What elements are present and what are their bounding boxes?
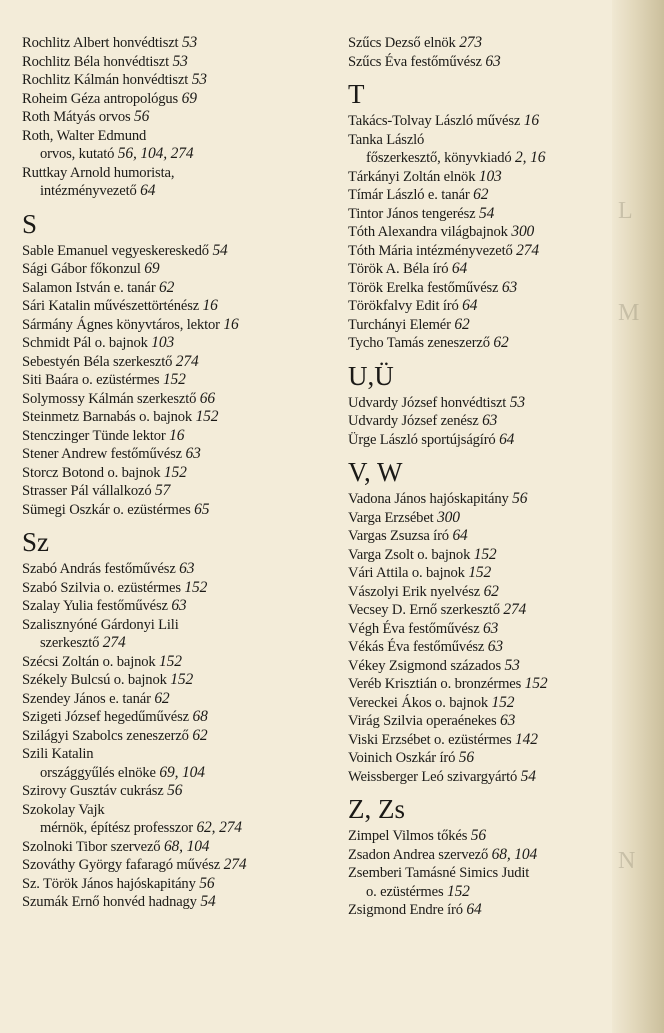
index-entry: [348, 260, 610, 279]
entry-continuation-text: orvos, kutató: [40, 146, 115, 162]
index-entry: [22, 445, 340, 464]
entry-name: Szumák Ernő honvéd hadnagy: [22, 894, 197, 910]
entry-name: Takács-Tolvay László művész: [348, 113, 521, 129]
index-entry: [348, 564, 610, 583]
index-entry: [348, 490, 610, 509]
index-entry: [22, 90, 340, 109]
entry-name: Roth Mátyás orvos: [22, 109, 131, 125]
page-reference: 63: [482, 412, 498, 429]
entry-name: Szalisznyóné Gárdonyi Lili: [22, 616, 179, 633]
entry-name: Tóth Alexandra világbajnok: [348, 224, 508, 240]
index-column-left: [22, 34, 340, 912]
index-entry: [22, 464, 340, 483]
entry-name: Sümegi Oszkár o. ezüstérmes: [22, 501, 191, 518]
index-entry: [348, 768, 610, 787]
page-reference: 274: [175, 352, 199, 370]
entry-name: Vereckei Ákos o. bajnok: [348, 694, 489, 711]
index-entry: [348, 131, 610, 168]
section-letter-heading: V, W: [348, 457, 403, 487]
entry-name: Szalay Yulia festőművész: [22, 598, 168, 614]
index-entry: [348, 694, 610, 713]
bleed-letter: M: [618, 300, 640, 326]
entry-name: Vecsey D. Ernő szerkesztő: [348, 602, 500, 618]
entry-name: Salamon István e. tanár: [22, 279, 156, 296]
section-letter-heading: S: [22, 208, 38, 239]
page-reference: 62: [454, 315, 470, 333]
page-reference: 16: [169, 426, 185, 444]
entry-name: Törökfalvy Edit író: [348, 298, 459, 314]
entry-name: Tycho Tamás zeneszerző: [348, 335, 490, 351]
page-reference: 63: [501, 278, 518, 296]
entry-name: Sági Gábor főkonzul: [22, 261, 141, 277]
entry-name: Veréb Krisztián o. bronzérmes: [348, 676, 522, 692]
page-reference: 64: [462, 297, 478, 314]
page-reference: 62: [483, 582, 499, 600]
entry-name: Szendey János e. tanár: [22, 690, 151, 707]
index-entry: [348, 431, 610, 450]
entry-continuation-text: intézményvezető: [40, 183, 137, 199]
index-entry: [22, 745, 340, 782]
entry-name: Tanka László: [348, 131, 425, 148]
entry-name: Roheim Géza antropológus: [22, 90, 179, 107]
index-entry: [348, 316, 610, 335]
bleed-letter: N: [618, 848, 636, 874]
page-reference: 152: [195, 408, 219, 425]
entry-name: Szilágyi Szabolcs zeneszerző: [22, 727, 189, 744]
page-reference: 53: [504, 656, 520, 674]
entry-name: Voinich Oszkár író: [348, 750, 456, 766]
index-entry: [22, 560, 340, 579]
entry-name: Ruttkay Arnold humorista,: [22, 164, 175, 181]
entry-name: Szabó Szilvia o. ezüstérmes: [22, 579, 181, 596]
entry-name: Sz. Török János hajóskapitány: [22, 875, 196, 892]
page-reference: 64: [452, 527, 468, 544]
page-reference: 64: [140, 182, 156, 199]
page-reference: 54: [212, 241, 228, 259]
index-entry: [22, 71, 340, 90]
index-entry: [348, 827, 610, 846]
index-entry: [22, 108, 340, 127]
index-entry: [22, 279, 340, 298]
page-reference: 66: [199, 389, 215, 407]
page-reference: 16: [202, 297, 218, 314]
index-entry: [348, 638, 610, 657]
page-reference: 62: [473, 186, 489, 203]
entry-name: Stenczinger Tünde lektor: [22, 427, 166, 444]
entry-name: Virág Szilvia operaénekes: [348, 713, 497, 729]
page-reference: 56: [512, 490, 528, 507]
index-entry: [22, 690, 340, 709]
page-reference: 54: [200, 893, 216, 910]
entry-name: Vargas Zsuzsa író: [348, 528, 449, 544]
entry-continuation: [22, 819, 340, 838]
entry-name: Szabó András festőművész: [22, 561, 176, 577]
page-reference: 152: [446, 882, 470, 900]
entry-name: Rochlitz Albert honvédtiszt: [22, 35, 179, 51]
entry-name: Tímár László e. tanár: [348, 187, 470, 203]
entry-name: Szigeti József hegedűművész: [22, 709, 189, 725]
page-reference: 63: [487, 638, 503, 655]
page-reference: 64: [499, 430, 515, 448]
index-entry: [22, 390, 340, 409]
entry-continuation-text: főszerkesztő, könyvkiadó: [366, 150, 512, 166]
index-entry: [348, 657, 610, 676]
page-reference: 56: [134, 108, 150, 125]
index-entry: [348, 583, 610, 602]
entry-continuation: [22, 764, 340, 783]
index-entry: [348, 846, 610, 865]
index-entry: [348, 168, 610, 187]
bleed-letter: L: [618, 198, 633, 224]
index-entry: [22, 408, 340, 427]
entry-name: Török Erelka festőművész: [348, 279, 499, 296]
page-reference: 63: [171, 597, 187, 614]
page-reference: 300: [437, 508, 460, 526]
index-entry: [348, 675, 610, 694]
page-reference: 103: [478, 167, 502, 185]
page-reference: 142: [515, 730, 538, 748]
index-entry: [22, 893, 340, 912]
index-entry: [348, 749, 610, 768]
index-entry: [22, 427, 340, 446]
page-reference: 63: [483, 619, 499, 637]
entry-name: Tóth Mária intézményvezető: [348, 242, 513, 259]
index-entry: [22, 856, 340, 875]
page-reference: 56: [458, 749, 474, 766]
entry-name: Tintor János tengerész: [348, 205, 476, 222]
index-entry: [348, 112, 610, 131]
index-entry: [22, 482, 340, 501]
entry-continuation-text: mérnök, építész professzor: [40, 820, 193, 836]
index-entry: [348, 620, 610, 639]
index-entry: [348, 394, 610, 413]
page-reference: 274: [503, 601, 527, 618]
facing-page-edge: [612, 0, 664, 1033]
section-letter-heading: T: [348, 79, 365, 109]
entry-name: Szolnoki Tibor szervező: [22, 838, 161, 855]
entry-name: Storcz Botond o. bajnok: [22, 464, 161, 481]
entry-name: Ürge László sportújságíró: [348, 431, 496, 448]
page-reference: 62: [192, 726, 208, 744]
entry-name: Zsemberi Tamásné Simics Judit: [348, 865, 530, 881]
entry-name: Szűcs Éva festőművész: [348, 53, 482, 70]
entry-name: Sári Katalin művészettörténész: [22, 298, 200, 314]
index-entry: [22, 653, 340, 672]
entry-name: Siti Baára o. ezüstérmes: [22, 372, 160, 388]
page-reference: 64: [451, 260, 468, 277]
page-reference: 68: [192, 708, 208, 725]
entry-name: Tárkányi Zoltán elnök: [348, 168, 476, 185]
page-reference: 57: [154, 482, 171, 499]
entry-name: Sármány Ágnes könyvtáros, lektor: [22, 316, 220, 333]
entry-continuation: [348, 149, 610, 168]
index-entry: [22, 727, 340, 746]
section-letter-heading: Z, Zs: [348, 794, 405, 824]
entry-name: Sebestyén Béla szerkesztő: [22, 353, 173, 370]
page-reference: 152: [162, 371, 186, 388]
page-reference: 53: [191, 71, 207, 88]
page-reference: 64: [466, 901, 482, 918]
index-entry: [22, 782, 340, 801]
index-entry: [22, 53, 340, 72]
page-reference: 56: [470, 827, 486, 844]
entry-name: Szűcs Dezső elnök: [348, 35, 456, 51]
index-entry: [22, 579, 340, 598]
page-reference: 63: [500, 712, 516, 729]
page-reference: 69, 104: [159, 763, 205, 781]
section-letter-heading: U,Ü: [348, 360, 394, 391]
index-entry: [22, 260, 340, 279]
page-reference: 62: [493, 334, 509, 351]
entry-name: Szirovy Gusztáv cukrász: [22, 783, 164, 799]
entry-name: Szokolay Vajk: [22, 801, 105, 818]
index-entry: [22, 353, 340, 372]
page-reference: 152: [468, 564, 492, 581]
index-entry: [22, 671, 340, 690]
page-reference: 53: [509, 393, 525, 411]
entry-continuation-text: országgyűlés elnöke: [40, 764, 156, 781]
entry-name: Steinmetz Barnabás o. bajnok: [22, 409, 193, 425]
index-entry: [22, 616, 340, 653]
entry-name: Vékás Éva festőművész: [348, 639, 485, 655]
entry-name: Vári Attila o. bajnok: [348, 565, 465, 581]
page-reference: 69: [181, 89, 197, 107]
index-entry: [348, 546, 610, 565]
entry-name: Varga Zsolt o. bajnok: [348, 546, 471, 563]
entry-name: Rochlitz Béla honvédtiszt: [22, 53, 170, 70]
page-reference: 152: [473, 545, 497, 563]
entry-name: Viski Erzsébet o. ezüstérmes: [348, 731, 512, 748]
page-reference: 274: [516, 241, 539, 259]
entry-name: Stener Andrew festőművész: [22, 446, 182, 462]
page-reference: 62, 274: [196, 819, 242, 836]
page-reference: 16: [523, 112, 539, 129]
index-entry: [348, 901, 610, 920]
page-reference: 273: [459, 34, 482, 51]
page-reference: 2, 16: [515, 149, 546, 166]
page-reference: 62: [154, 689, 170, 707]
page-reference: 103: [151, 334, 175, 351]
entry-name: Turchányi Elemér: [348, 316, 451, 333]
page-reference: 152: [491, 693, 515, 711]
index-entry: [348, 242, 610, 261]
index-entry: [22, 164, 340, 201]
entry-continuation: [22, 634, 340, 653]
entry-name: Udvardy József zenész: [348, 413, 479, 429]
index-column-right: [348, 34, 610, 920]
index-entry: [348, 412, 610, 431]
index-entry: [348, 731, 610, 750]
entry-name: Schmidt Pál o. bajnok: [22, 335, 148, 351]
index-entry: [22, 597, 340, 616]
index-entry: [22, 801, 340, 838]
entry-name: Zsadon Andrea szervező: [348, 846, 489, 863]
index-entry: [348, 34, 610, 53]
index-entry: [22, 838, 340, 857]
page-reference: 16: [223, 315, 239, 333]
page-reference: 63: [185, 445, 201, 462]
entry-name: Szécsi Zoltán o. bajnok: [22, 653, 156, 670]
index-entry: [348, 53, 610, 72]
index-entry: [348, 279, 610, 298]
page-reference: 65: [194, 500, 210, 518]
entry-name: Solymossy Kálmán szerkesztő: [22, 390, 197, 407]
index-entry: [22, 297, 340, 316]
entry-name: Udvardy József honvédtiszt: [348, 394, 507, 411]
index-entry: [22, 708, 340, 727]
page-reference: 63: [485, 52, 501, 70]
page-reference: 56: [199, 874, 215, 892]
index-entry: [348, 527, 610, 546]
index-entry: [22, 34, 340, 53]
index-entry: [348, 712, 610, 731]
index-entry: [348, 601, 610, 620]
page-reference: 62: [159, 278, 175, 296]
entry-name: Weissberger Leó szivargyártó: [348, 768, 518, 785]
page-reference: 152: [159, 652, 182, 670]
entry-name: Zimpel Vilmos tőkés: [348, 828, 468, 844]
entry-name: Vadona János hajóskapitány: [348, 491, 509, 507]
entry-name: Vászolyi Erik nyelvész: [348, 583, 481, 600]
index-entry: [22, 501, 340, 520]
entry-continuation-text: o. ezüstérmes: [366, 883, 444, 900]
page-reference: 274: [102, 634, 126, 651]
entry-name: Végh Éva festőművész: [348, 620, 480, 637]
index-entry: [348, 205, 610, 224]
page-reference: 152: [170, 671, 194, 688]
page-reference: 63: [179, 560, 195, 577]
page-reference: 54: [520, 767, 536, 785]
page-reference: 68, 104: [491, 845, 538, 863]
page-reference: 69: [144, 260, 160, 277]
entry-name: Sable Emanuel vegyeskereskedő: [22, 242, 209, 259]
section-letter-heading: Sz: [22, 527, 49, 557]
index-entry: [348, 864, 610, 901]
entry-name: Varga Erzsébet: [348, 509, 434, 526]
entry-name: Vékey Zsigmond százados: [348, 657, 501, 674]
entry-name: Szili Katalin: [22, 746, 94, 762]
index-entry: [348, 186, 610, 205]
entry-name: Strasser Pál vállalkozó: [22, 483, 152, 499]
page-reference: 56: [167, 782, 183, 799]
page-reference: 53: [172, 52, 188, 70]
entry-name: Török A. Béla író: [348, 261, 449, 277]
entry-name: Zsigmond Endre író: [348, 902, 463, 918]
entry-name: Szováthy György fafaragó művész: [22, 857, 221, 873]
entry-name: Roth, Walter Edmund: [22, 127, 147, 144]
entry-name: Székely Bulcsú o. bajnok: [22, 672, 167, 688]
entry-continuation: [348, 883, 610, 902]
index-entry: [22, 371, 340, 390]
index-entry: [348, 297, 610, 316]
index-entry: [22, 875, 340, 894]
index-entry: [348, 223, 610, 242]
page-reference: 152: [184, 578, 208, 596]
index-entry: [22, 316, 340, 335]
entry-continuation: [22, 182, 340, 201]
entry-name: Rochlitz Kálmán honvédtiszt: [22, 72, 189, 88]
index-entry: [348, 509, 610, 528]
index-entry: [22, 127, 340, 164]
entry-continuation: [22, 145, 340, 164]
page-reference: 56, 104, 274: [117, 145, 194, 162]
page-reference: 300: [511, 223, 535, 240]
page-reference: 53: [181, 34, 198, 51]
page-reference: 152: [163, 463, 187, 481]
page-reference: 274: [223, 856, 247, 873]
page-reference: 68, 104: [163, 837, 210, 855]
page-reference: 54: [479, 204, 495, 222]
index-entry: [348, 334, 610, 353]
index-entry: [22, 334, 340, 353]
index-entry: [22, 242, 340, 261]
page-reference: 152: [524, 675, 548, 692]
entry-continuation-text: szerkesztő: [40, 635, 100, 651]
